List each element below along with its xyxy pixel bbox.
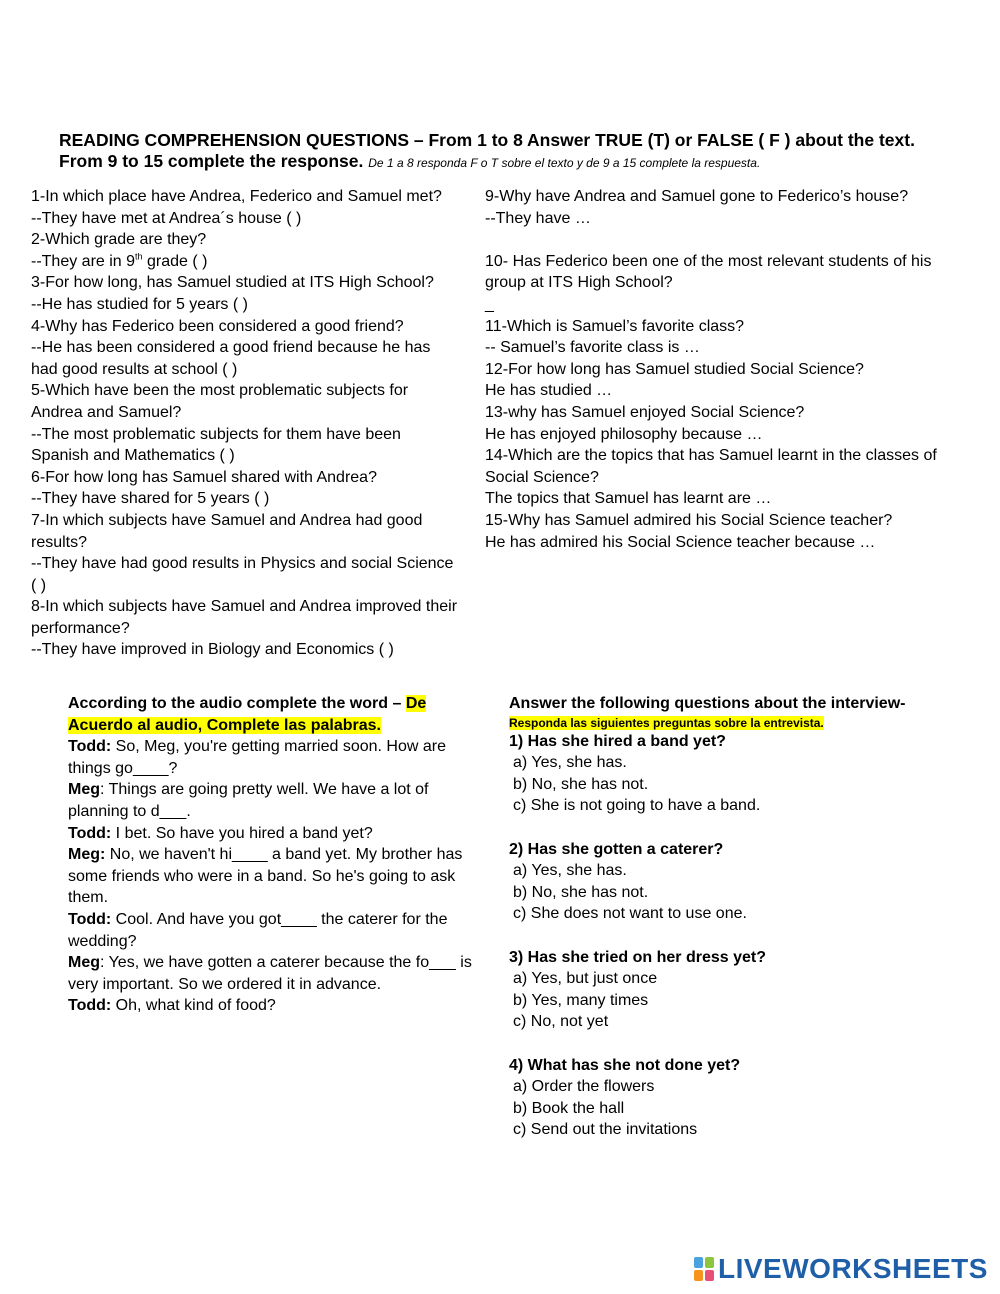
question-line: results? [31,533,88,551]
question-line: --They have improved in Biology and Economics ( ) [31,641,394,659]
spacer [509,925,969,947]
audio-title-en: According to the audio complete the word – [68,695,406,712]
answer-option: b) No, she has not. [513,883,649,901]
speaker-name: Meg: [68,846,106,864]
dialogue-text: I bet. So have you hired a band yet? [111,824,373,842]
dialogue-line [68,866,488,888]
dialogue-line [68,823,488,845]
instructions-line-2-bold: From 9 to 15 complete the response. [59,151,364,171]
dialogue-text: No, we haven't hi____ a band yet. My brother has [105,846,463,864]
question-line: --He has been considered a good friend because he has [31,339,431,357]
instructions-line-1: READING COMPREHENSION QUESTIONS – From 1 to 8 Answer TRUE (T) or FALSE ( F ) about the text. [59,130,915,150]
dialogue-line [68,909,488,931]
dialogue-line [68,779,488,801]
question-line: 11-Which is Samuel’s favorite class? [485,317,745,335]
dialogue-line [68,974,488,996]
grade-after: grade ( ) [142,252,208,270]
dialogue-line [68,952,488,974]
dialogue-text: wedding? [68,932,137,950]
audio-section [68,693,488,1017]
dialogue-text: So, Meg, you're getting married soon. How are [111,738,447,756]
question-line: 1-In which place have Andrea, Federico and Samuel met? [31,188,442,205]
speaker-name: Todd: [68,997,112,1015]
question-line: 10- Has Federico been one of the most relevant students of his [485,252,932,270]
dialogue-text: : Things are going pretty well. We have a lot of [100,781,429,799]
interview-question [509,731,969,753]
question-line: --They have had good results in Physics and social Science [31,555,454,573]
dialogue-text: things go____? [68,759,178,777]
dialogue-line [68,887,488,909]
audio-title-es-line [68,715,488,737]
interview-title: Answer the following questions about the interview- [509,695,906,712]
question-line: --They have met at Andrea´s house ( ) [31,209,302,227]
spacer [509,817,969,839]
question-line: 2-Which grade are they? [31,231,207,249]
answer-option: a) Yes, but just once [513,970,658,988]
question-line: 6-For how long has Samuel shared with Andrea? [31,468,377,486]
question-line: --They have shared for 5 years ( ) [31,490,270,508]
question-line: The topics that Samuel has learnt are … [485,490,772,508]
questions-9-to-15 [485,186,965,553]
answer-option: c) Send out the invitations [513,1121,698,1139]
logo-text: LIVEWORKSHEETS [718,1253,988,1284]
dialogue-text: very important. So we ordered it in advance. [68,975,382,993]
interview-question-text: 2) Has she gotten a caterer? [509,840,724,858]
dialogue-text: planning to d___. [68,802,191,820]
dialogue-line [68,758,488,780]
speaker-name: Meg [68,781,100,799]
interview-question [509,1055,969,1077]
grade-before: --They are in 9 [31,252,136,270]
interview-subtitle: Responda las siguientes preguntas sobre la entrevista. [509,715,824,730]
interview-question-text: 1) Has she hired a band yet? [509,732,726,750]
question-line: _ [485,295,494,313]
dialogue-line [68,736,488,758]
blank-line [485,229,965,251]
question-line: performance? [31,619,130,637]
question-line: 15-Why has Samuel admired his Social Science teacher? [485,511,893,529]
question-line: -- Samuel’s favorite class is … [485,339,700,357]
question-line: Andrea and Samuel? [31,403,182,421]
dialogue-line [68,995,488,1017]
question-line: --He has studied for 5 years ( ) [31,295,248,313]
dialogue-text: them. [68,889,109,907]
question-line: --They have … [485,209,591,227]
question-line: 14-Which are the topics that has Samuel learnt in the classes of [485,447,937,465]
dialogue-line [68,931,488,953]
speaker-name: Meg [68,954,100,972]
grade-answer-line [31,251,476,273]
question-line: 7-In which subjects have Samuel and Andrea had good [31,511,423,529]
interview-question-text: 4) What has she not done yet? [509,1056,741,1074]
speaker-name: Todd: [68,824,112,842]
question-line: group at ITS High School? [485,274,673,292]
dialogue-text: Oh, what kind of food? [111,997,276,1015]
question-line: He has enjoyed philosophy because … [485,425,763,443]
grade-sup: th [135,251,143,262]
audio-title-es-2: Acuerdo al audio, Complete las palabras. [68,716,381,734]
answer-option: b) Book the hall [513,1099,625,1117]
answer-option: a) Yes, she has. [513,862,627,880]
instructions-line-2 [59,151,959,174]
answer-option: a) Order the flowers [513,1078,655,1096]
interview-question [509,839,969,861]
question-line: 12-For how long has Samuel studied Social Science? [485,360,864,378]
question-line: He has admired his Social Science teacher because … [485,533,876,551]
question-line: had good results at school ( ) [31,360,238,378]
spacer [509,1033,969,1055]
question-line: 5-Which have been the most problematic subjects for [31,382,409,400]
interview-section [509,693,969,1141]
audio-dialogue [68,736,488,1017]
question-line: He has studied … [485,382,613,400]
question-line: 13-why has Samuel enjoyed Social Science? [485,403,805,421]
speaker-name: Todd: [68,910,112,928]
answer-option: a) Yes, she has. [513,754,627,772]
questions-1-to-8 [31,186,476,661]
question-line: Spanish and Mathematics ( ) [31,447,235,465]
question-line: 9-Why have Andrea and Samuel gone to Federico’s house? [485,188,909,205]
audio-title-es-1: De [405,695,427,712]
question-line: ( ) [31,576,47,594]
dialogue-text: : Yes, we have gotten a caterer because the fo___ is [100,954,472,972]
dialogue-text: some friends who were in a band. So he's going to ask [68,867,456,885]
interview-question [509,947,969,969]
answer-option: c) No, not yet [513,1013,609,1031]
liveworksheets-logo [693,1253,988,1285]
audio-title [68,693,488,715]
answer-option: b) No, she has not. [513,775,649,793]
logo-badge-icon [693,1256,715,1282]
question-line: 4-Why has Federico been considered a good friend? [31,317,404,335]
question-line: --The most problematic subjects for them have been [31,425,401,443]
dialogue-text: Cool. And have you got____ the caterer for the [111,910,448,928]
answer-option: b) Yes, many times [513,991,649,1009]
question-line: 8-In which subjects have Samuel and Andrea improved their [31,598,458,616]
answer-option: c) She is not going to have a band. [513,797,761,815]
instructions-header [59,130,959,174]
answer-option: c) She does not want to use one. [513,905,747,923]
question-line: Social Science? [485,468,599,486]
interview-questions [509,731,969,1141]
interview-question-text: 3) Has she tried on her dress yet? [509,948,766,966]
speaker-name: Todd: [68,738,112,756]
dialogue-line [68,844,488,866]
question-line: 3-For how long, has Samuel studied at ITS High School? [31,274,434,292]
dialogue-line [68,801,488,823]
instructions-spanish: De 1 a 8 responda F o T sobre el texto y de 9 a 15 complete la respuesta. [368,156,761,170]
